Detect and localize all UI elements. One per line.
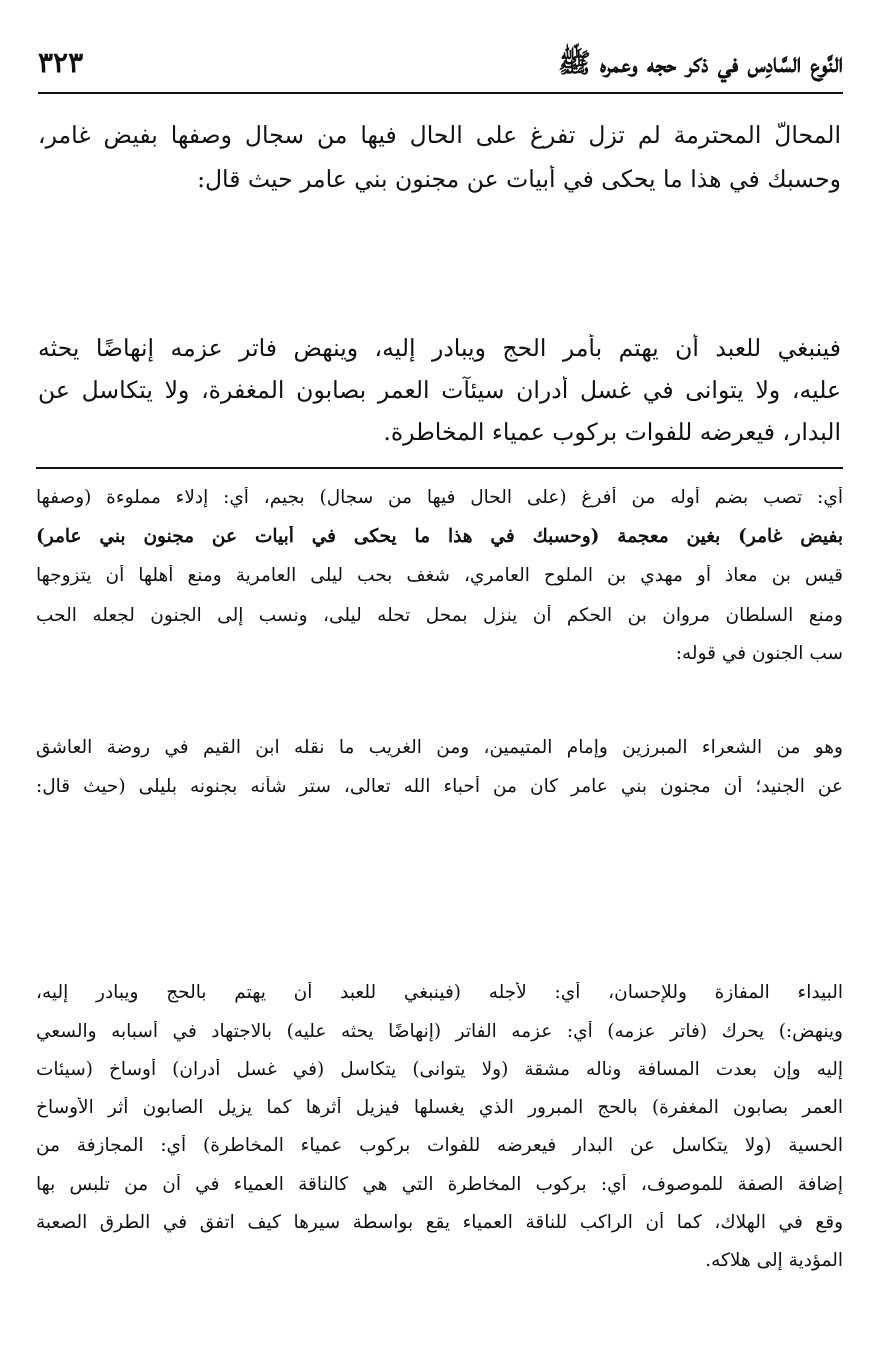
main-text-line: المحالُّ المحترمة لم تزل تفرغ على الحال فيها من سجال وصفها بفيض غامر، (38, 121, 841, 149)
commentary-line: إليه وإن بعدت المسافة وناله مشقة (ولا يتوانى) يتكاسل (في غسل أدران) أوساخ (سيئات (36, 1059, 843, 1080)
chapter-title: النَّوع السَّادِس في ذكر حجه وعمره ﷺ (558, 48, 843, 79)
commentary-line: ومنع السلطان مروان بن الحكم أن ينزل بمحل تحله ليلى، ونسب إلى الجنون لجعله الحب (36, 605, 843, 626)
commentary-line: أي: تصب بضم أوله من أفرغ (على الحال فيها من سجال) بجيم، أي: إدلاء مملوءة (وصفها (36, 487, 843, 508)
commentary-line: وقع في الهلاك، كما أن الراكب للناقة العمياء يقع بواسطة سيرها كيف اتفق في الطرق الصعبة (36, 1212, 843, 1233)
commentary-line: الحسية (ولا يتكاسل عن البدار فيعرضه للفوات بركوب عمياء المخاطرة) أي: المجازفة من (36, 1135, 843, 1156)
commentary-line: العمر بصابون المغفرة) بالحج المبرور الذي يغسلها فيزيل أثرها كما يزيل الصابون أثر الأوساخ (36, 1097, 843, 1118)
separator-rule (36, 467, 843, 469)
main-text-line: فينبغي للعبد أن يهتم بأمر الحج ويبادر إليه، وينهض فاتر عزمه إنهاضًا يحثه (38, 334, 841, 362)
commentary-line: وهو من الشعراء المبرزين وإمام المتيمين، ومن الغريب ما نقله ابن القيم في روضة العاشق (36, 737, 843, 758)
commentary-line: قيس بن معاذ أو مهدي بن الملوح العامري، شغف بحب ليلى العامرية ومنع أهلها أن يتزوجها (36, 565, 843, 586)
commentary-line: إضافة الصفة للموصوف، أي: بركوب المخاطرة التي هي كالناقة العمياء في أن من تلبس بها (36, 1174, 843, 1195)
main-text-line: البدار، فيعرضه للفوات بركوب عمياء المخاطرة. (383, 418, 841, 446)
main-text-line: عليه، ولا يتوانى في غسل أدران سيئآت العمر بصابون المغفرة، ولا يتكاسل عن (38, 376, 841, 404)
commentary-line: المؤدية إلى هلاكه. (705, 1250, 843, 1271)
commentary-line: البيداء المفازة وللإحسان، أي: لأجله (فينبغي للعبد أن يهتم بالحج ويبادر إليه، (36, 982, 843, 1003)
main-text-line: وحسبك في هذا ما يحكى في أبيات عن مجنون بني عامر حيث قال: (197, 165, 841, 193)
page-header (38, 46, 843, 94)
commentary-line: سب الجنون في قوله: (675, 643, 843, 664)
commentary-line: وينهض:) يحرك (فاتر عزمه) أي: عزمه الفاتر (إنهاضًا يحثه عليه) بالاجتهاد في أسبابه والسعي (36, 1021, 843, 1042)
commentary-line: عن الجنيد؛ أن مجنون بني عامر كان من أحباء الله تعالى، ستر شأنه بجنونه بليلى (حيث قال: (36, 776, 843, 797)
page-number: ٣٢٣ (38, 46, 84, 79)
commentary-line: بفيض غامر) بغين معجمة (وحسبك في هذا ما يحكى في أبيات عن مجنون بني عامر) (36, 526, 843, 547)
